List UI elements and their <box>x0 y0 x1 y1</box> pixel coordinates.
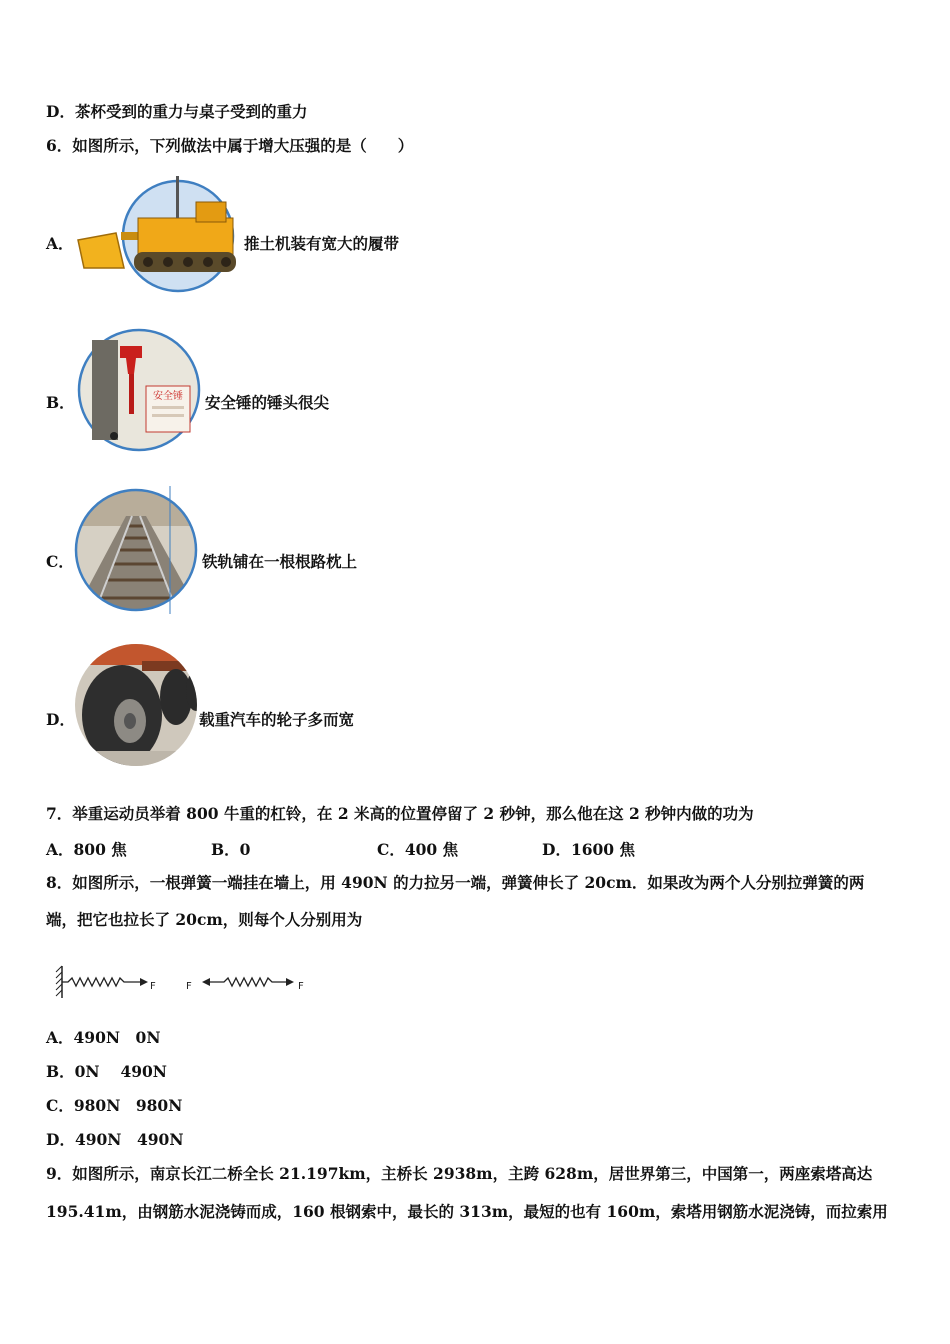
q6-option-d-text: 载重汽车的轮子多而宽 <box>199 710 355 729</box>
q8-option-d: D．490N 490N <box>46 1130 184 1149</box>
q7-stem: 7．举重运动员举着 800 牛重的杠铃，在 2 米高的位置停留了 2 秒钟，那么他在这 2 秒钟内做的功为 <box>46 804 754 823</box>
q8-option-b: B．0N 490N <box>46 1062 167 1081</box>
hammer-sign-label: 安全锤 <box>153 391 183 402</box>
q7-option-a: A．800 焦 <box>46 840 127 859</box>
q9-stem-line1: 9．如图所示，南京长江二桥全长 21.197km，主桥长 2938m，主跨 628m，居世界第三，中国第一，两座索塔高达 <box>46 1164 873 1183</box>
truck-wheels-image <box>72 643 200 767</box>
force-label-2: F <box>186 981 192 992</box>
q6-option-c-letter: C． <box>46 552 74 571</box>
q8-option-c: C．980N 980N <box>46 1096 183 1115</box>
q6-option-b-text: 安全锤的锤头很尖 <box>205 393 330 412</box>
q7-option-c: C．400 焦 <box>377 840 459 859</box>
q5-option-d: D．茶杯受到的重力与桌子受到的重力 <box>46 102 308 121</box>
q7-option-b: B．0 <box>211 840 251 859</box>
q6-option-a-text: 推土机装有宽大的履带 <box>244 234 400 253</box>
force-label-1: F <box>150 981 156 992</box>
q9-stem-line2: 195.41m，由钢筋水泥浇铸而成，160 根钢索中，最长的 313m，最短的也有 160m，索塔用钢筋水泥浇铸，而拉索用 <box>46 1202 888 1221</box>
q8-stem-line1: 8．如图所示，一根弹簧一端挂在墙上，用 490N 的力拉另一端，弹簧伸长了 20cm．如果改为两个人分别拉弹簧的两 <box>46 873 865 892</box>
q8-stem-line2: 端，把它也拉长了 20cm，则每个人分别用为 <box>46 910 363 929</box>
q6-option-a-letter: A． <box>46 234 74 253</box>
spring-diagram <box>54 962 314 1002</box>
q6-option-d-letter: D． <box>46 710 75 729</box>
q6-stem: 6．如图所示，下列做法中属于增大压强的是（ ） <box>46 136 414 155</box>
force-label-3: F <box>298 981 304 992</box>
q8-option-a: A．490N 0N <box>46 1028 161 1047</box>
q6-option-c-text: 铁轨铺在一根根路枕上 <box>202 552 358 571</box>
bulldozer-image <box>76 170 246 295</box>
railway-track-image <box>74 486 200 614</box>
safety-hammer-image <box>74 328 204 452</box>
q7-option-d: D．1600 焦 <box>542 840 635 859</box>
q6-option-b-letter: B． <box>46 393 75 412</box>
